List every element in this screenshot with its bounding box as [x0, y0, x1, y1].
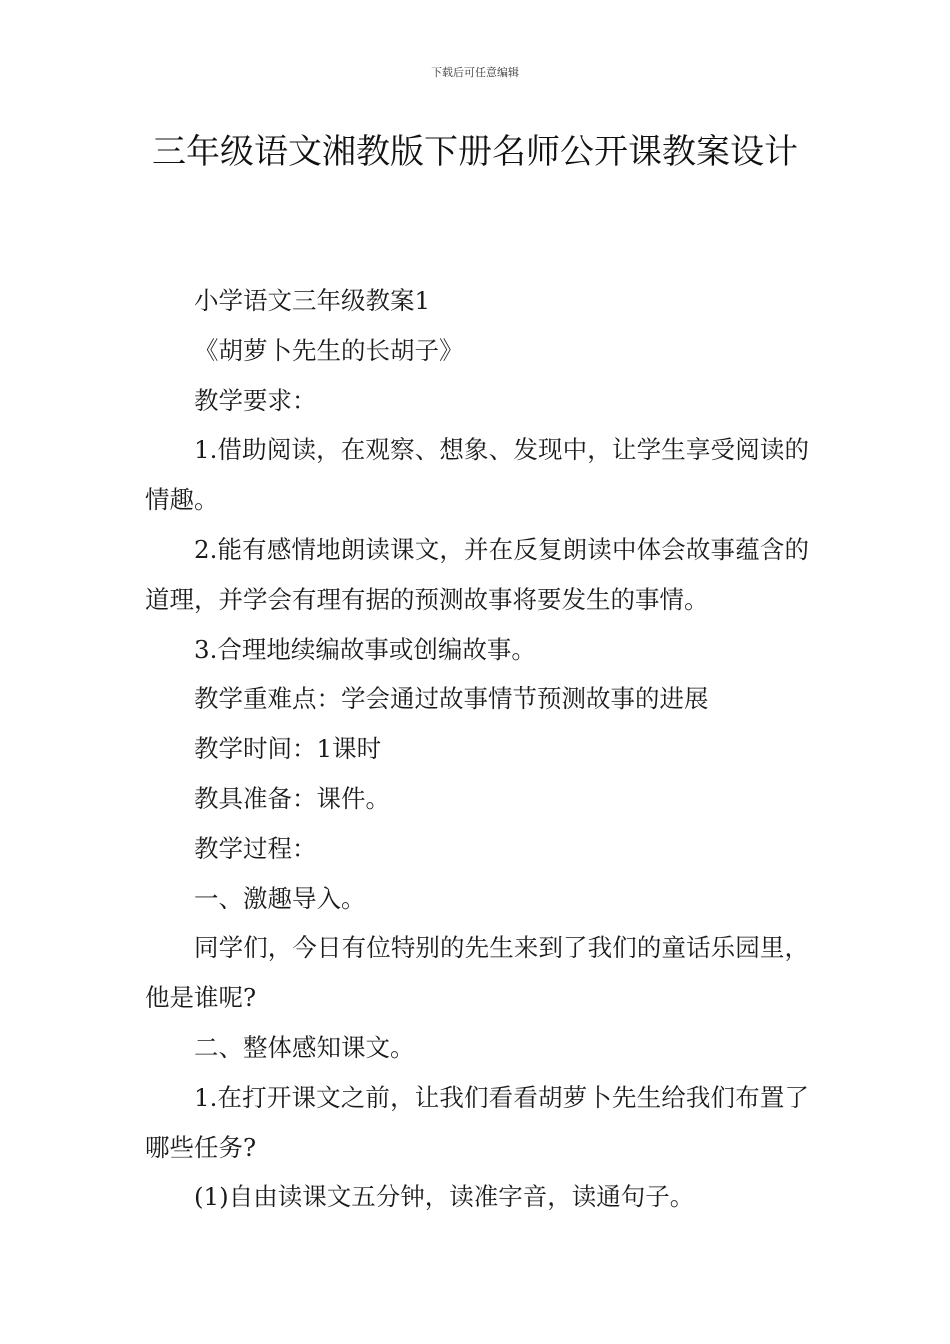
paragraph: 教学过程：: [194, 833, 317, 863]
paragraph: 二、整体感知课文。: [194, 1032, 415, 1062]
paragraph: 教学要求：: [194, 385, 317, 415]
paragraph: 2.能有感情地朗读课文，并在反复朗读中体会故事蕴含的道理，并学会有理有据的预测故事将要发生的事情。: [145, 534, 809, 614]
header-note: 下载后可任意编辑: [431, 66, 519, 79]
paragraph: 一、激趣导入。: [194, 883, 366, 913]
paragraph: 《胡萝卜先生的长胡子》: [194, 335, 464, 365]
paragraph: 1.在打开课文之前，让我们看看胡萝卜先生给我们布置了哪些任务?: [145, 1082, 809, 1162]
paragraph: 1.借助阅读，在观察、想象、发现中，让学生享受阅读的情趣。: [145, 435, 809, 515]
paragraph: 小学语文三年级教案1: [194, 286, 431, 315]
document-title: 三年级语文湘教版下册名师公开课教案设计: [152, 132, 798, 172]
paragraph: 3.合理地续编故事或创编故事。: [194, 634, 536, 664]
paragraph: 教学时间：1课时: [194, 734, 382, 764]
document-body: [145, 276, 809, 1222]
paragraph: (1)自由读课文五分钟，读准字音，读通句子。: [194, 1182, 695, 1212]
paragraph: 教学重难点：学会通过故事情节预测故事的进展: [194, 684, 709, 714]
paragraph: 同学们，今日有位特别的先生来到了我们的童话乐园里，他是谁呢?: [145, 933, 809, 1013]
paragraph: 教具准备：课件。: [194, 783, 390, 813]
